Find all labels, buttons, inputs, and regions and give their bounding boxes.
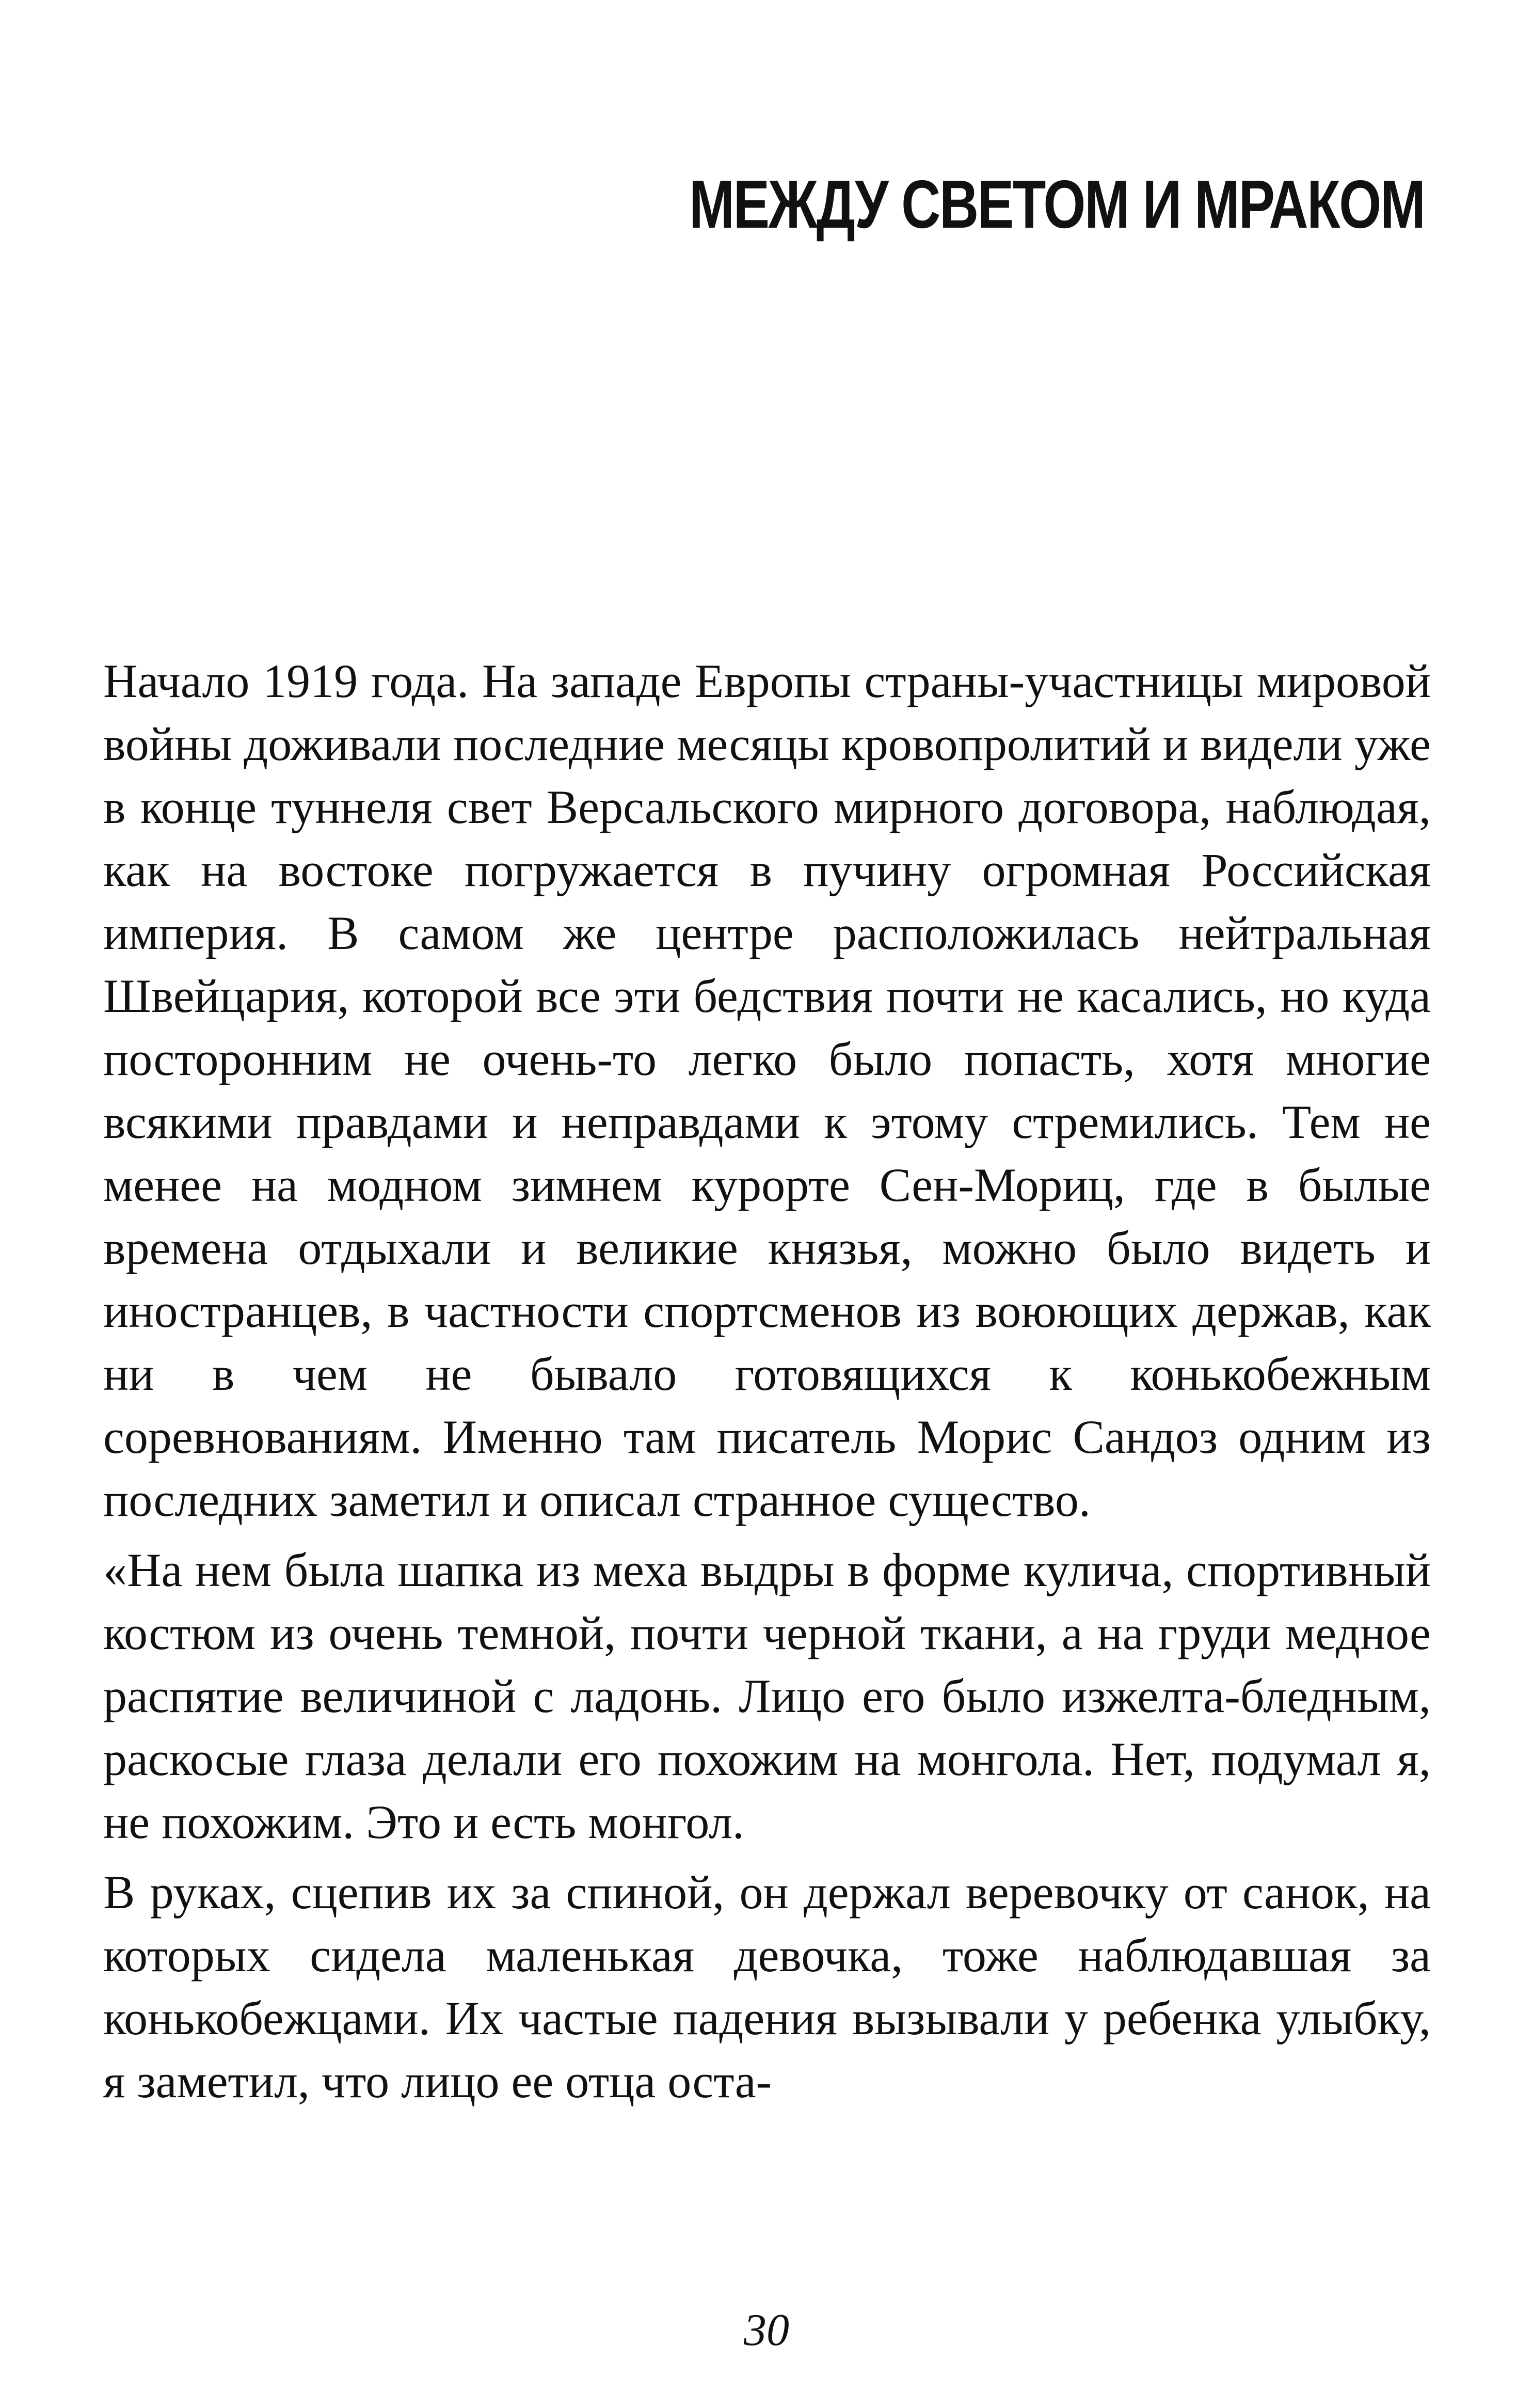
chapter-title: МЕЖДУ СВЕТОМ И МРАКОМ (689, 166, 1425, 242)
page-number: 30 (744, 2305, 789, 2355)
paragraph-2: «На нем была шапка из меха выдры в форме кулича, спортивный костюм из очень темной, почти черной ткани, а на груди медное распятие величиной с ладонь. Лицо его было изжелта-бледным, раскосые глаза делали его похожим на монгола. Нет, подумал я, не похожим. Это и есть монгол. (103, 1544, 1431, 1848)
body-text (103, 649, 1431, 2113)
paragraph-1: Начало 1919 года. На западе Европы страны-участницы мировой войны доживали последние месяцы кровопролитий и видели уже в конце туннеля свет Версальского мирного договора, наблюдая, как на востоке погружается в пучину огромная Российская империя. В самом же центре расположилась нейтральная Швейцария, которой все эти бедствия почти не касались, но куда посторонним не очень-то легко было попасть, хотя многие всякими правдами и неправдами к этому стремились. Тем не менее на модном зимнем курорте Сен-Мориц, где в былые времена отдыхали и великие князья, можно было видеть и иностранцев, в частности спортсменов из воюющих держав, как ни в чем не бывало готовящихся к конькобежным соревнованиям. Именно там писатель Морис Сандоз одним из последних заметил и описал странное существо. (103, 655, 1431, 1526)
paragraph-3: В руках, сцепив их за спиной, он держал веревочку от санок, на которых сидела маленькая девочка, тоже наблюдавшая за конькобежцами. Их частые падения вызывали у ребенка улыбку, я заметил, что лицо ее отца оста- (103, 1866, 1431, 2108)
